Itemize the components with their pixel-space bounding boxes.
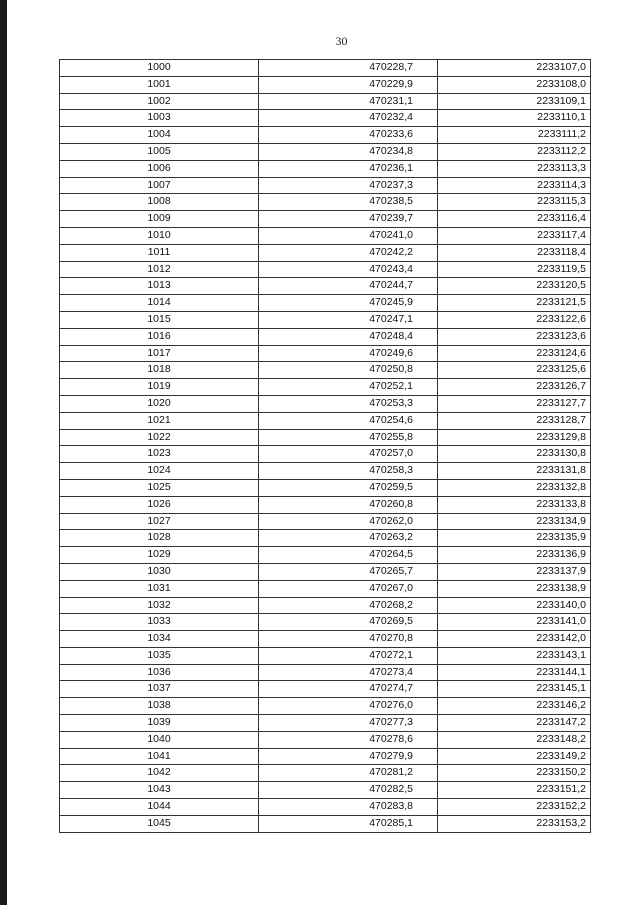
x-coordinate-cell: 470234,8 — [259, 143, 438, 160]
point-number-cell: 1028 — [60, 530, 259, 547]
table-row — [60, 244, 591, 261]
table-row — [60, 580, 591, 597]
x-coordinate-cell: 470249,6 — [259, 345, 438, 362]
x-coordinate-cell: 470285,1 — [259, 815, 438, 832]
x-coordinate-cell: 470232,4 — [259, 110, 438, 127]
y-coordinate-cell: 2233149,2 — [438, 748, 591, 765]
y-coordinate-cell: 2233108,0 — [438, 76, 591, 93]
table-row — [60, 631, 591, 648]
point-number-cell: 1003 — [60, 110, 259, 127]
x-coordinate-cell: 470250,8 — [259, 362, 438, 379]
x-coordinate-cell: 470262,0 — [259, 513, 438, 530]
x-coordinate-cell: 470283,8 — [259, 799, 438, 816]
x-coordinate-cell: 470276,0 — [259, 698, 438, 715]
table-row — [60, 748, 591, 765]
point-number-cell: 1045 — [60, 815, 259, 832]
y-coordinate-cell: 2233120,5 — [438, 278, 591, 295]
table-row — [60, 278, 591, 295]
table-row — [60, 815, 591, 832]
point-number-cell: 1039 — [60, 715, 259, 732]
table-row — [60, 715, 591, 732]
table-row — [60, 664, 591, 681]
x-coordinate-cell: 470237,3 — [259, 177, 438, 194]
x-coordinate-cell: 470248,4 — [259, 328, 438, 345]
x-coordinate-cell: 470263,2 — [259, 530, 438, 547]
y-coordinate-cell: 2233153,2 — [438, 815, 591, 832]
table-row — [60, 681, 591, 698]
x-coordinate-cell: 470282,5 — [259, 782, 438, 799]
table-row — [60, 379, 591, 396]
y-coordinate-cell: 2233125,6 — [438, 362, 591, 379]
table-row — [60, 311, 591, 328]
coordinates-table — [59, 59, 591, 833]
point-number-cell: 1022 — [60, 429, 259, 446]
point-number-cell: 1041 — [60, 748, 259, 765]
y-coordinate-cell: 2233144,1 — [438, 664, 591, 681]
table-row — [60, 60, 591, 77]
y-coordinate-cell: 2233138,9 — [438, 580, 591, 597]
y-coordinate-cell: 2233135,9 — [438, 530, 591, 547]
point-number-cell: 1024 — [60, 463, 259, 480]
point-number-cell: 1014 — [60, 295, 259, 312]
x-coordinate-cell: 470241,0 — [259, 227, 438, 244]
point-number-cell: 1038 — [60, 698, 259, 715]
table-row — [60, 496, 591, 513]
table-row — [60, 446, 591, 463]
point-number-cell: 1010 — [60, 227, 259, 244]
point-number-cell: 1036 — [60, 664, 259, 681]
table-row — [60, 765, 591, 782]
point-number-cell: 1007 — [60, 177, 259, 194]
x-coordinate-cell: 470260,8 — [259, 496, 438, 513]
x-coordinate-cell: 470265,7 — [259, 563, 438, 580]
point-number-cell: 1031 — [60, 580, 259, 597]
table-row — [60, 614, 591, 631]
table-row — [60, 395, 591, 412]
y-coordinate-cell: 2233137,9 — [438, 563, 591, 580]
x-coordinate-cell: 470268,2 — [259, 597, 438, 614]
x-coordinate-cell: 470273,4 — [259, 664, 438, 681]
point-number-cell: 1015 — [60, 311, 259, 328]
y-coordinate-cell: 2233110,1 — [438, 110, 591, 127]
x-coordinate-cell: 470277,3 — [259, 715, 438, 732]
point-number-cell: 1032 — [60, 597, 259, 614]
table-row — [60, 530, 591, 547]
point-number-cell: 1037 — [60, 681, 259, 698]
page-edge-shadow — [0, 0, 7, 905]
table-row — [60, 76, 591, 93]
point-number-cell: 1011 — [60, 244, 259, 261]
table-row — [60, 261, 591, 278]
y-coordinate-cell: 2233146,2 — [438, 698, 591, 715]
table-row — [60, 412, 591, 429]
table-row — [60, 597, 591, 614]
point-number-cell: 1040 — [60, 731, 259, 748]
x-coordinate-cell: 470272,1 — [259, 647, 438, 664]
y-coordinate-cell: 2233115,3 — [438, 194, 591, 211]
x-coordinate-cell: 470244,7 — [259, 278, 438, 295]
x-coordinate-cell: 470229,9 — [259, 76, 438, 93]
y-coordinate-cell: 2233150,2 — [438, 765, 591, 782]
point-number-cell: 1026 — [60, 496, 259, 513]
point-number-cell: 1044 — [60, 799, 259, 816]
table-row — [60, 731, 591, 748]
table-row — [60, 345, 591, 362]
x-coordinate-cell: 470267,0 — [259, 580, 438, 597]
y-coordinate-cell: 2233113,3 — [438, 160, 591, 177]
y-coordinate-cell: 2233152,2 — [438, 799, 591, 816]
x-coordinate-cell: 470270,8 — [259, 631, 438, 648]
y-coordinate-cell: 2233122,6 — [438, 311, 591, 328]
y-coordinate-cell: 2233123,6 — [438, 328, 591, 345]
x-coordinate-cell: 470278,6 — [259, 731, 438, 748]
y-coordinate-cell: 2233128,7 — [438, 412, 591, 429]
x-coordinate-cell: 470243,4 — [259, 261, 438, 278]
point-number-cell: 1006 — [60, 160, 259, 177]
table-row — [60, 295, 591, 312]
point-number-cell: 1005 — [60, 143, 259, 160]
y-coordinate-cell: 2233107,0 — [438, 60, 591, 77]
table-row — [60, 127, 591, 144]
page-number: 30 — [335, 34, 348, 48]
point-number-cell: 1017 — [60, 345, 259, 362]
y-coordinate-cell: 2233147,2 — [438, 715, 591, 732]
y-coordinate-cell: 2233112,2 — [438, 143, 591, 160]
point-number-cell: 1019 — [60, 379, 259, 396]
y-coordinate-cell: 2233141,0 — [438, 614, 591, 631]
point-number-cell: 1021 — [60, 412, 259, 429]
y-coordinate-cell: 2233148,2 — [438, 731, 591, 748]
x-coordinate-cell: 470257,0 — [259, 446, 438, 463]
y-coordinate-cell: 2233142,0 — [438, 631, 591, 648]
table-row — [60, 93, 591, 110]
x-coordinate-cell: 470274,7 — [259, 681, 438, 698]
table-row — [60, 194, 591, 211]
y-coordinate-cell: 2233117,4 — [438, 227, 591, 244]
y-coordinate-cell: 2233111,2 — [438, 127, 591, 144]
x-coordinate-cell: 470258,3 — [259, 463, 438, 480]
x-coordinate-cell: 470236,1 — [259, 160, 438, 177]
y-coordinate-cell: 2233118,4 — [438, 244, 591, 261]
table-row — [60, 799, 591, 816]
coordinates-table-body — [60, 60, 591, 833]
y-coordinate-cell: 2233134,9 — [438, 513, 591, 530]
x-coordinate-cell: 470254,6 — [259, 412, 438, 429]
table-row — [60, 143, 591, 160]
y-coordinate-cell: 2233124,6 — [438, 345, 591, 362]
y-coordinate-cell: 2233131,8 — [438, 463, 591, 480]
point-number-cell: 1023 — [60, 446, 259, 463]
table-row — [60, 479, 591, 496]
table-row — [60, 177, 591, 194]
x-coordinate-cell: 470279,9 — [259, 748, 438, 765]
point-number-cell: 1002 — [60, 93, 259, 110]
y-coordinate-cell: 2233143,1 — [438, 647, 591, 664]
point-number-cell: 1018 — [60, 362, 259, 379]
x-coordinate-cell: 470259,5 — [259, 479, 438, 496]
x-coordinate-cell: 470253,3 — [259, 395, 438, 412]
point-number-cell: 1030 — [60, 563, 259, 580]
y-coordinate-cell: 2233136,9 — [438, 547, 591, 564]
x-coordinate-cell: 470255,8 — [259, 429, 438, 446]
table-row — [60, 328, 591, 345]
point-number-cell: 1000 — [60, 60, 259, 77]
x-coordinate-cell: 470269,5 — [259, 614, 438, 631]
x-coordinate-cell: 470239,7 — [259, 211, 438, 228]
y-coordinate-cell: 2233140,0 — [438, 597, 591, 614]
point-number-cell: 1012 — [60, 261, 259, 278]
table-row — [60, 547, 591, 564]
table-row — [60, 227, 591, 244]
point-number-cell: 1008 — [60, 194, 259, 211]
y-coordinate-cell: 2233129,8 — [438, 429, 591, 446]
point-number-cell: 1029 — [60, 547, 259, 564]
point-number-cell: 1033 — [60, 614, 259, 631]
y-coordinate-cell: 2233133,8 — [438, 496, 591, 513]
point-number-cell: 1020 — [60, 395, 259, 412]
point-number-cell: 1035 — [60, 647, 259, 664]
x-coordinate-cell: 470238,5 — [259, 194, 438, 211]
point-number-cell: 1042 — [60, 765, 259, 782]
y-coordinate-cell: 2233116,4 — [438, 211, 591, 228]
y-coordinate-cell: 2233114,3 — [438, 177, 591, 194]
table-row — [60, 513, 591, 530]
point-number-cell: 1043 — [60, 782, 259, 799]
table-row — [60, 160, 591, 177]
table-row — [60, 110, 591, 127]
table-row — [60, 429, 591, 446]
x-coordinate-cell: 470252,1 — [259, 379, 438, 396]
point-number-cell: 1034 — [60, 631, 259, 648]
x-coordinate-cell: 470245,9 — [259, 295, 438, 312]
y-coordinate-cell: 2233121,5 — [438, 295, 591, 312]
table-row — [60, 463, 591, 480]
point-number-cell: 1025 — [60, 479, 259, 496]
table-row — [60, 563, 591, 580]
x-coordinate-cell: 470264,5 — [259, 547, 438, 564]
x-coordinate-cell: 470231,1 — [259, 93, 438, 110]
y-coordinate-cell: 2233145,1 — [438, 681, 591, 698]
point-number-cell: 1013 — [60, 278, 259, 295]
x-coordinate-cell: 470233,6 — [259, 127, 438, 144]
point-number-cell: 1009 — [60, 211, 259, 228]
table-row — [60, 362, 591, 379]
x-coordinate-cell: 470228,7 — [259, 60, 438, 77]
y-coordinate-cell: 2233151,2 — [438, 782, 591, 799]
point-number-cell: 1004 — [60, 127, 259, 144]
x-coordinate-cell: 470247,1 — [259, 311, 438, 328]
table-row — [60, 647, 591, 664]
point-number-cell: 1016 — [60, 328, 259, 345]
table-row — [60, 211, 591, 228]
x-coordinate-cell: 470242,2 — [259, 244, 438, 261]
y-coordinate-cell: 2233119,5 — [438, 261, 591, 278]
y-coordinate-cell: 2233127,7 — [438, 395, 591, 412]
y-coordinate-cell: 2233126,7 — [438, 379, 591, 396]
y-coordinate-cell: 2233109,1 — [438, 93, 591, 110]
y-coordinate-cell: 2233132,8 — [438, 479, 591, 496]
x-coordinate-cell: 470281,2 — [259, 765, 438, 782]
y-coordinate-cell: 2233130,8 — [438, 446, 591, 463]
point-number-cell: 1027 — [60, 513, 259, 530]
table-row — [60, 782, 591, 799]
table-row — [60, 698, 591, 715]
point-number-cell: 1001 — [60, 76, 259, 93]
